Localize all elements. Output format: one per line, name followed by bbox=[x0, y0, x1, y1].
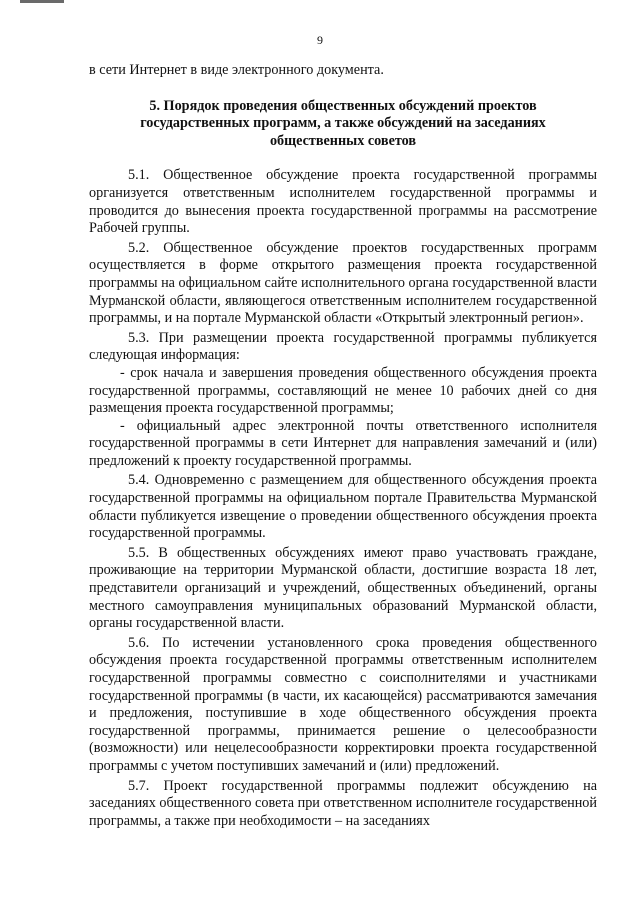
paragraph-5-6: 5.6. По истечении установленного срока проведения общественного обсуждения проекта государственной программы ответственным исполнителем государственной программы совместно с соисполнителями и участниками государственной программы (в части, их касающейся) рассматриваются замечания и предложения, поступившие в ходе общественного обсуждения проекта государственной программы, принимается решение о целесообразности (возможности) или нецелесообразности корректировки проекта государственной программы с учетом поступивших замечаний и (или) предложений. bbox=[89, 634, 597, 774]
intro-line: в сети Интернет в виде электронного документа. bbox=[89, 62, 384, 78]
section-title-line-3: общественных советов bbox=[269, 132, 417, 149]
section-title-line-2: государственных программ, а также обсуждений на заседаниях bbox=[140, 115, 546, 132]
paragraph-5-3-item-2: - официальный адрес электронной почты ответственного исполнителя государственной программы в сети Интернет для направления замечаний и (или) предложений к проекту государственной программы. bbox=[89, 417, 597, 469]
paragraph-5-1: 5.1. Общественное обсуждение проекта государственной программы организуется ответственным исполнителем государственной программы и проводится до вынесения проекта государственной программы на рассмотрение Рабочей группы. bbox=[89, 167, 597, 237]
scan-edge-mark bbox=[20, 0, 64, 3]
section-title-line-1: 5. Порядок проведения общественных обсуждений проектов bbox=[149, 97, 537, 114]
paragraph-5-5: 5.5. В общественных обсуждениях имеют право участвовать граждане, проживающие на территории Мурманской области, достигшие возраста 18 лет, представители организаций и учреждений, общественных объединений, органы местного самоуправления муниципальных образований Мурманской области, органы государственной власти. bbox=[89, 544, 597, 632]
paragraph-5-4: 5.4. Одновременно с размещением для общественного обсуждения проекта государственной программы на официальном портале Правительства Мурманской области публикуется извещение о проведении общественного обсуждения проекта государственной программы. bbox=[89, 472, 597, 542]
paragraph-5-7: 5.7. Проект государственной программы подлежит обсуждению на заседаниях общественного совета при ответственном исполнителе государственной программы, а также при необходимости – на заседаниях bbox=[89, 777, 597, 829]
document-body bbox=[89, 62, 597, 830]
paragraph-5-3-item-1: - срок начала и завершения проведения общественного обсуждения проекта государственной программы, составляющий не менее 10 рабочих дней со дня размещения проекта государственной программы; bbox=[89, 364, 597, 417]
section-title bbox=[89, 98, 597, 151]
paragraph-5-2: 5.2. Общественное обсуждение проектов государственных программ осуществляется в форме открытого размещения проекта государственной программы на официальном сайте исполнительного органа государственной власти Мурманской области, являющегося ответственным исполнителем государственной программы, и на портале Мурманской области «Открытый электронный регион». bbox=[89, 239, 597, 327]
paragraph-5-3: 5.3. При размещении проекта государственной программы публикуется следующая информация: bbox=[89, 329, 597, 364]
page-number: 9 bbox=[317, 33, 323, 47]
